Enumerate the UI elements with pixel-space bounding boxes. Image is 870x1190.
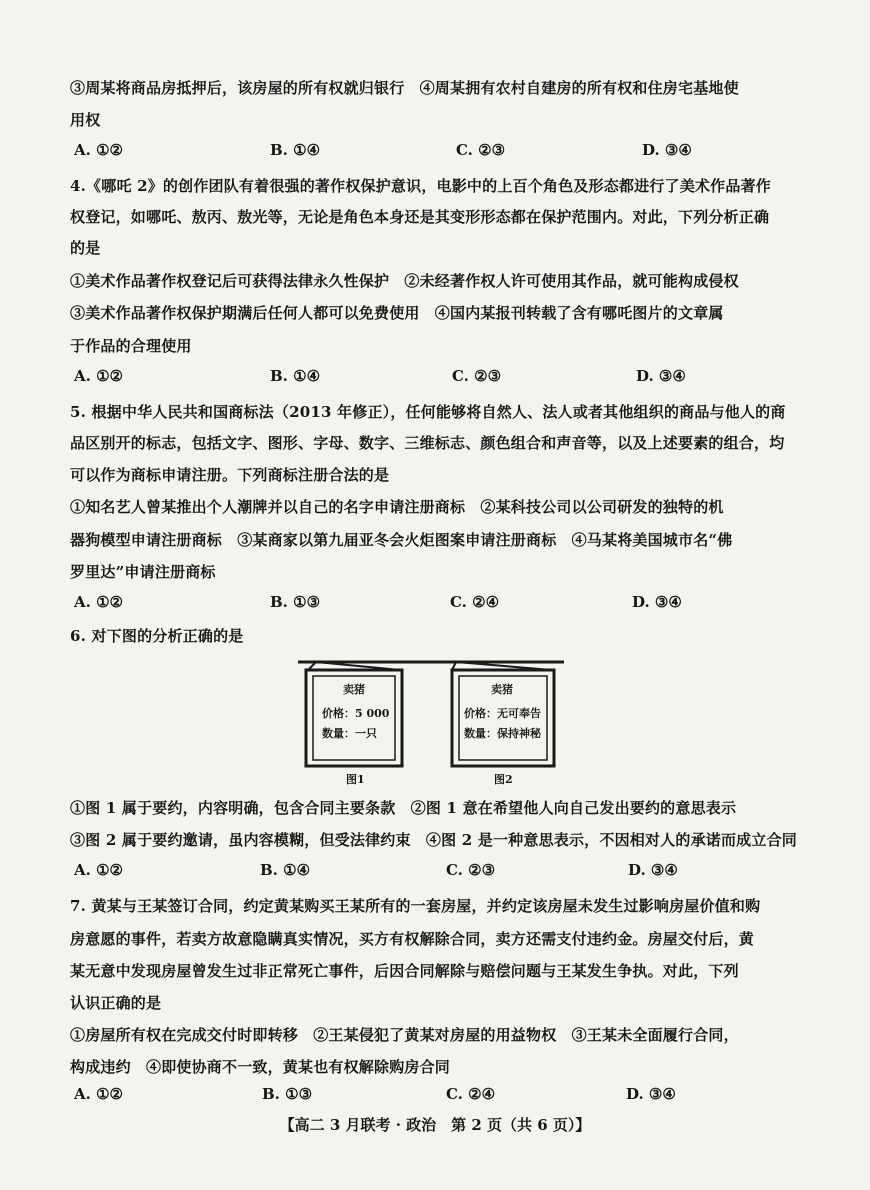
q3-statement-line-1: ③周某将商品房抵押后，该房屋的所有权就归银行 ④周某拥有农村自建房的所有权和住房宅基地使 [70, 79, 739, 97]
q5-option-d[interactable]: D. ③④ [632, 593, 682, 611]
q5-statement-2: 器狗模型申请注册商标 ③某商家以第九届亚冬会火炬图案申请注册商标 ④马某将美国城市名“佛 [70, 531, 733, 549]
q7-stem-line-1: 7. 黄某与王某签订合同，约定黄某购买王某所有的一套房屋，并约定该房屋未发生过影响房屋价值和购 [70, 897, 761, 915]
q4-statement-3: 于作品的合理使用 [70, 337, 192, 355]
q4-option-a[interactable]: A. ①② [74, 367, 123, 385]
q6-statement-1: ①图 1 属于要约，内容明确，包含合同主要条款 ②图 1 意在希望他人向自己发出要约的意思表示 [70, 799, 737, 817]
figure1-label: 图1 [346, 773, 365, 786]
sign1-title: 卖猪 [343, 683, 365, 696]
q5-stem-line-3: 可以作为商标申请注册。下列商标注册合法的是 [70, 466, 390, 484]
q7-option-a[interactable]: A. ①② [74, 1085, 123, 1103]
q3-statement-line-2: 用权 [70, 111, 101, 129]
q3-option-b[interactable]: B. ①④ [270, 141, 321, 159]
q4-statement-2: ③美术作品著作权保护期满后任何人都可以免费使用 ④国内某报刊转载了含有哪吒图片的文章属 [70, 304, 724, 322]
sign1-price: 价格：5 000 [322, 707, 390, 720]
q6-stem: 6. 对下图的分析正确的是 [70, 627, 244, 645]
q5-stem-line-2: 品区别开的标志，包括文字、图形、字母、数字、三维标志、颜色组合和声音等，以及上述要素的组合，均 [70, 434, 785, 452]
sign1-quantity: 数量：一只 [322, 727, 377, 740]
q7-statement-1: ①房屋所有权在完成交付时即转移 ②王某侵犯了黄某对房屋的用益物权 ③王某未全面履行合同， [70, 1026, 739, 1044]
q7-option-c[interactable]: C. ②④ [446, 1085, 496, 1103]
q5-statement-3: 罗里达”申请注册商标 [70, 563, 216, 581]
q5-statement-1: ①知名艺人曾某推出个人潮牌并以自己的名字申请注册商标 ②某科技公司以公司研发的独特的机 [70, 498, 724, 516]
q3-option-c[interactable]: C. ②③ [456, 141, 506, 159]
q7-statement-2: 构成违约 ④即使协商不一致，黄某也有权解除购房合同 [70, 1058, 451, 1076]
q3-option-d[interactable]: D. ③④ [642, 141, 692, 159]
q6-option-a[interactable]: A. ①② [74, 861, 123, 879]
q5-option-b[interactable]: B. ①③ [270, 593, 321, 611]
q6-option-d[interactable]: D. ③④ [628, 861, 678, 879]
q7-stem-line-2: 房意愿的事件，若卖方故意隐瞒真实情况，买方有权解除合同，卖方还需支付违约金。房屋交付后，黄 [70, 930, 755, 948]
q4-stem-line-2: 权登记，如哪吒、敖丙、敖光等，无论是角色本身还是其变形形态都在保护范围内。对此，下列分析正确 [70, 208, 770, 226]
q6-options [70, 861, 810, 883]
q4-option-c[interactable]: C. ②③ [452, 367, 502, 385]
q6-option-b[interactable]: B. ①④ [260, 861, 311, 879]
figure2-label: 图2 [494, 773, 513, 786]
q5-stem-line-1: 5. 根据中华人民共和国商标法（2013 年修正），任何能够将自然人、法人或者其他组织的商品与他人的商 [70, 403, 786, 421]
q5-options [70, 593, 810, 615]
q3-options [70, 141, 810, 163]
q7-option-b[interactable]: B. ①③ [262, 1085, 313, 1103]
q6-sign-figure [296, 654, 566, 788]
q4-option-b[interactable]: B. ①④ [270, 367, 321, 385]
q4-option-d[interactable]: D. ③④ [636, 367, 686, 385]
sign-drawing [296, 654, 566, 788]
page-footer: 【高二 3 月联考 · 政治 第 2 页（共 6 页）】 [279, 1116, 591, 1134]
sign2-title: 卖猪 [491, 683, 513, 696]
q5-option-a[interactable]: A. ①② [74, 593, 123, 611]
q7-stem-line-4: 认识正确的是 [70, 994, 162, 1012]
q3-option-a[interactable]: A. ①② [74, 141, 123, 159]
q7-option-d[interactable]: D. ③④ [626, 1085, 676, 1103]
q4-stem-line-1: 4.《哪吒 2》的创作团队有着很强的著作权保护意识，电影中的上百个角色及形态都进行了美术作品著作 [70, 177, 771, 195]
sign2-price: 价格：无可奉告 [464, 707, 541, 720]
q4-statement-1: ①美术作品著作权登记后可获得法律永久性保护 ②未经著作权人许可使用其作品，就可能构成侵权 [70, 272, 739, 290]
q4-stem-line-3: 的是 [70, 239, 101, 257]
q6-option-c[interactable]: C. ②③ [446, 861, 496, 879]
q4-options [70, 367, 810, 389]
q7-options [70, 1085, 810, 1107]
q6-statement-2: ③图 2 属于要约邀请，虽内容模糊，但受法律约束 ④图 2 是一种意思表示，不因相对人的承诺而成立合同 [70, 831, 797, 849]
q7-stem-line-3: 某无意中发现房屋曾发生过非正常死亡事件，后因合同解除与赔偿问题与王某发生争执。对此，下列 [70, 962, 739, 980]
q5-option-c[interactable]: C. ②④ [450, 593, 500, 611]
sign2-quantity: 数量：保持神秘 [464, 727, 541, 740]
